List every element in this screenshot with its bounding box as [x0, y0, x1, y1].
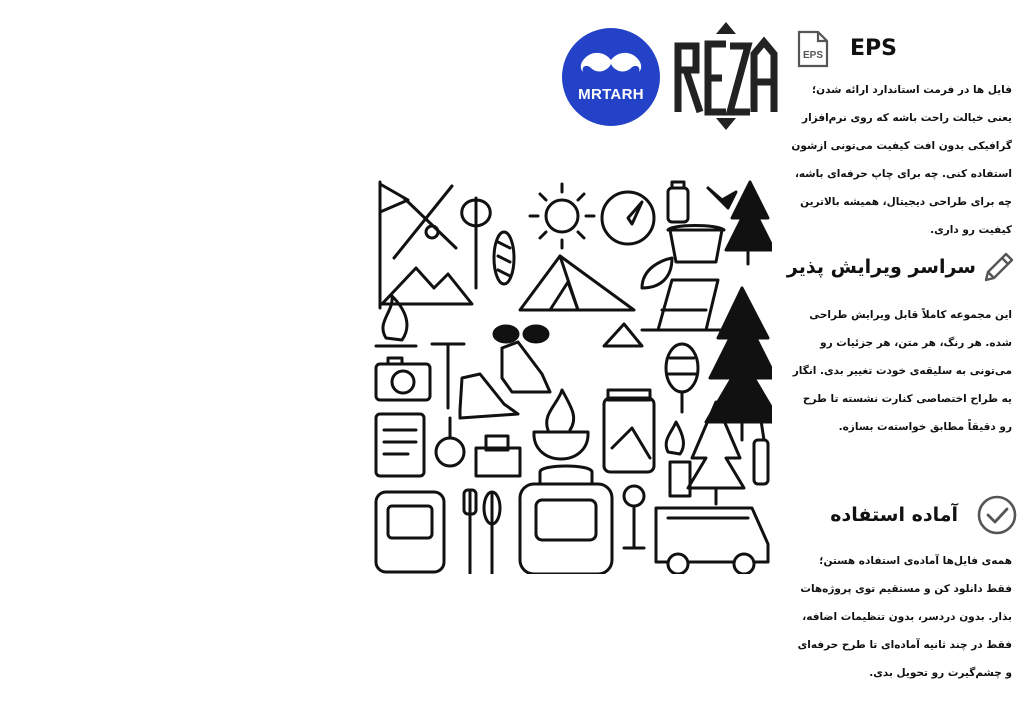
crossed-tools-icon: [380, 182, 456, 308]
pencil-icon: [980, 250, 1016, 286]
torch-icon: [666, 422, 690, 496]
editable-description: این مجموعه کاملاً قابل ویرایش طراحی شده. هر رنگ، هر متن، هر جزئیات رو می‌تونی به سلیقه‌ی خودت تغییر بدی. انگار یه طراح اختصاصی کنارت نشسته تا طرح رو دقیقاً مطابق خواسته‌ت بسازه.: [792, 309, 1012, 433]
mrtarh-logo: [562, 28, 660, 126]
reza-logo: [670, 20, 782, 132]
svg-text:EPS: EPS: [802, 50, 824, 61]
mustache-icon: [579, 52, 643, 82]
sun-icon: [530, 184, 594, 248]
eps-title: EPS: [850, 36, 897, 61]
boot-icon: [460, 342, 550, 418]
backpack-icon: [376, 492, 444, 572]
compass-pendant-icon: [436, 418, 464, 466]
boxes-icon: [476, 436, 520, 476]
leaf-icon: [642, 258, 672, 288]
rope-icon: [494, 232, 514, 284]
large-backpack-icon: [520, 466, 612, 574]
notebook-icon: [376, 414, 424, 476]
sunglasses-icon: [494, 326, 548, 342]
camper-van-icon: [656, 508, 768, 574]
small-tent-icon: [604, 324, 642, 346]
net-bag-icon: [666, 344, 698, 412]
tent-icon: [520, 256, 634, 310]
lantern-icon: [668, 182, 688, 222]
pot-icon: [668, 226, 724, 263]
jar-icon: [604, 390, 654, 472]
bird-icon: [708, 188, 736, 208]
headlamp-icon: [624, 486, 644, 548]
check-circle-icon: [976, 494, 1018, 536]
camping-doodle-illustration: [372, 178, 772, 574]
eps-file-icon: [796, 30, 830, 68]
eps-description: فایل ها در فرمت استاندارد ارائه شدن؛ یعنی خیالت راحت باشه که روی نرم‌افزار گرافیکی بدون افت کیفیت می‌تونی ازشون استفاده کنی. چه برای چاپ حرفه‌ای باشه، چه برای طراحی دیجیتال، همیشه بالاترین کیفیت رو داری.: [791, 84, 1012, 236]
tall-pine-icon: [706, 288, 772, 440]
axe-icon: [462, 198, 491, 288]
fire-bowl-icon: [534, 390, 588, 459]
camera-icon: [376, 358, 430, 400]
mrtarh-logo-text: MRTARH: [578, 86, 644, 103]
ready-heading: آماده استفاده: [830, 504, 958, 526]
ready-description: همه‌ی فایل‌ها آماده‌ی استفاده هستن؛ فقط دانلود کن و مستقیم توی پروژه‌هات بذار. بدون دردسر، بدون تنظیمات اضافه، فقط در چند ثانیه آماده‌ای تا طرح حرفه‌ای و چشم‌گیرت رو تحویل بدی.: [797, 555, 1012, 679]
hammer-icon: [432, 344, 464, 408]
editable-heading: سراسر ویرایش پذیر: [786, 256, 976, 278]
multitool-icon: [464, 490, 500, 574]
compass-icon: [602, 192, 654, 244]
